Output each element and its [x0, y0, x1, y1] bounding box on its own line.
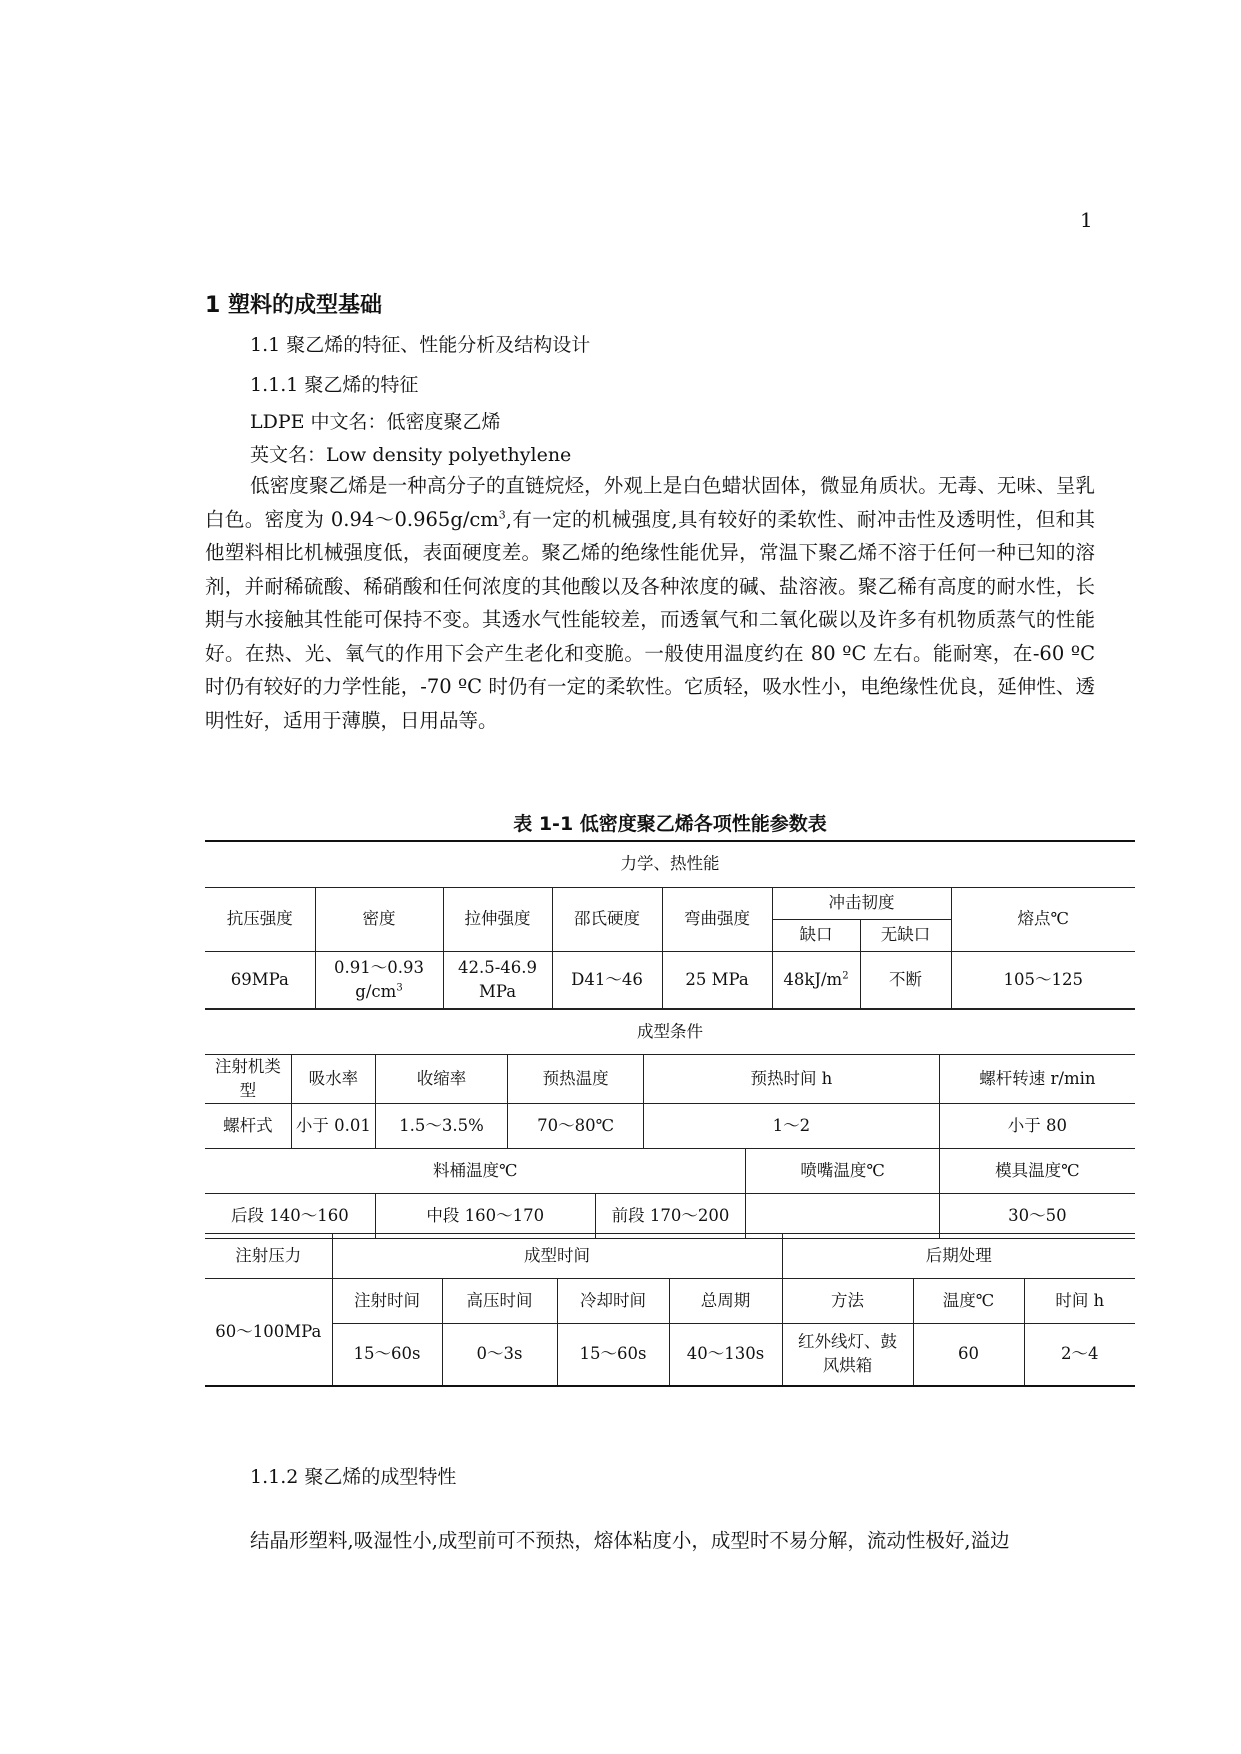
value-injection-time: 15～60s — [332, 1324, 442, 1386]
header-tensile-strength: 拉伸强度 — [443, 887, 552, 951]
density-range: 0.91～0.93 — [334, 958, 424, 977]
header-water-absorption: 吸水率 — [291, 1055, 375, 1104]
header-hold-time: 高压时间 — [442, 1279, 557, 1324]
value-machine-type: 螺杆式 — [205, 1104, 291, 1149]
value-post-time: 2～4 — [1024, 1324, 1135, 1386]
header-unnotched: 无缺口 — [860, 919, 951, 951]
header-shrinkage: 收缩率 — [375, 1055, 507, 1104]
method-line-1: 红外线灯、鼓 — [798, 1332, 897, 1352]
chapter-heading: 1 塑料的成型基础 — [205, 293, 382, 318]
header-post-treatment: 后期处理 — [782, 1234, 1135, 1279]
header-notched: 缺口 — [772, 919, 860, 951]
header-total-cycle: 总周期 — [669, 1279, 782, 1324]
value-nozzle-temp — [746, 1194, 939, 1239]
value-shrinkage: 1.5～3.5% — [375, 1104, 507, 1149]
value-screw-speed: 小于 80 — [939, 1104, 1135, 1149]
value-barrel-rear: 后段 140～160 — [205, 1194, 375, 1239]
header-preheat-time: 预热时间 h — [643, 1055, 939, 1104]
section-heading-1-1-1: 1.1.1 聚乙烯的特征 — [250, 374, 419, 396]
chinese-name-line: LDPE 中文名：低密度聚乙烯 — [250, 411, 501, 433]
header-impact-toughness: 冲击韧度 — [772, 887, 951, 919]
density-unit: g/cm — [355, 982, 397, 1001]
header-injection-pressure: 注射压力 — [205, 1234, 332, 1279]
table-caption: 表 1-1 低密度聚乙烯各项性能参数表 — [513, 813, 827, 835]
value-notched — [772, 951, 860, 1009]
value-melting-point: 105～125 — [951, 951, 1135, 1009]
molding-section-title: 成型条件 — [205, 1009, 1135, 1055]
value-hold-time: 0～3s — [442, 1324, 557, 1386]
section-heading-1-1: 1.1 聚乙烯的特征、性能分析及结构设计 — [250, 334, 591, 356]
tensile-unit: MPa — [478, 982, 517, 1001]
header-cooling-time: 冷却时间 — [557, 1279, 669, 1324]
value-cooling-time: 15～60s — [557, 1324, 669, 1386]
value-compressive-strength: 69MPa — [205, 951, 315, 1009]
process-parameters-table — [205, 1233, 1135, 1387]
header-barrel-temp: 料桶温度℃ — [205, 1149, 746, 1194]
value-total-cycle: 40～130s — [669, 1324, 782, 1386]
header-post-time: 时间 h — [1024, 1279, 1135, 1324]
paragraph-part-a: 低密度聚乙烯是一种高分子的直链烷烃，外观上是白色蜡状固体，微显角质状。无毒、无味、呈乳白色。密度为 0.94～0.965g/cm — [205, 474, 1095, 531]
header-density: 密度 — [315, 887, 443, 951]
value-bending-strength: 25 MPa — [662, 951, 772, 1009]
density-unit-sup: 3 — [396, 982, 403, 994]
header-shore-hardness: 邵氏硬度 — [552, 887, 662, 951]
molding-characteristics-paragraph: 结晶形塑料,吸湿性小,成型前可不预热，熔体粘度小，成型时不易分解，流动性极好,溢边 — [250, 1529, 1010, 1552]
paragraph-superscript: 3 — [498, 508, 506, 521]
english-name-line: 英文名：Low density polyethylene — [250, 444, 572, 466]
header-method: 方法 — [782, 1279, 913, 1324]
value-density — [315, 951, 443, 1009]
mech-section-title: 力学、热性能 — [205, 841, 1135, 887]
value-tensile-strength — [443, 951, 552, 1009]
ldpe-description-paragraph — [205, 469, 1095, 737]
header-bending-strength: 弯曲强度 — [662, 887, 772, 951]
section-heading-1-1-2: 1.1.2 聚乙烯的成型特性 — [250, 1466, 457, 1488]
header-melting-point: 熔点℃ — [951, 887, 1135, 951]
header-molding-time: 成型时间 — [332, 1234, 782, 1279]
notched-value: 48kJ/m — [783, 970, 843, 989]
value-unnotched: 不断 — [860, 951, 951, 1009]
notched-sup: 2 — [842, 970, 849, 982]
value-injection-pressure: 60～100MPa — [205, 1279, 332, 1386]
value-water-absorption: 小于 0.01 — [291, 1104, 375, 1149]
molding-conditions-table — [205, 1008, 1135, 1239]
method-line-2: 风烘箱 — [822, 1356, 873, 1376]
header-screw-speed: 螺杆转速 r/min — [939, 1055, 1135, 1104]
header-nozzle-temp: 喷嘴温度℃ — [746, 1149, 939, 1194]
value-method — [782, 1324, 913, 1386]
value-shore-hardness: D41～46 — [552, 951, 662, 1009]
value-post-temp: 60 — [913, 1324, 1024, 1386]
value-barrel-front: 前段 170～200 — [595, 1194, 746, 1239]
value-barrel-mid: 中段 160～170 — [375, 1194, 595, 1239]
header-compressive-strength: 抗压强度 — [205, 887, 315, 951]
mechanical-properties-table — [205, 840, 1135, 1010]
header-preheat-temp: 预热温度 — [508, 1055, 644, 1104]
header-injection-time: 注射时间 — [332, 1279, 442, 1324]
value-mold-temp: 30～50 — [939, 1194, 1135, 1239]
header-post-temp: 温度℃ — [913, 1279, 1024, 1324]
tensile-range: 42.5-46.9 — [457, 958, 538, 977]
header-mold-temp: 模具温度℃ — [939, 1149, 1135, 1194]
value-preheat-time: 1～2 — [643, 1104, 939, 1149]
paragraph-part-b: ,有一定的机械强度,具有较好的柔软性、耐冲击性及透明性，但和其他塑料相比机械强度低，表面硬度差。聚乙烯的绝缘性能优异，常温下聚乙烯不溶于任何一种已知的溶剂，并耐稀硫酸、稀硝酸和任何浓度的其他酸以及各种浓度的碱、盐溶液。聚乙稀有高度的耐水性，长期与水接触其性能可保持不变。其透水气性能较差，而透氧气和二氧化碳以及许多有机物质蒸气的性能好。在热、光、氧气的作用下会产生老化和变脆。一般使用温度约在 80 ºC 左右。能耐寒，在-60 ºC 时仍有较好的力学性能，-70 ºC 时仍有一定的柔软性。它质轻，吸水性小，电绝缘性优良，延伸性、透明性好，适用于薄膜，日用品等。 — [205, 507, 1095, 732]
value-preheat-temp: 70～80℃ — [508, 1104, 644, 1149]
header-machine-type: 注射机类型 — [205, 1055, 291, 1104]
page-number: 1 — [1080, 208, 1093, 232]
